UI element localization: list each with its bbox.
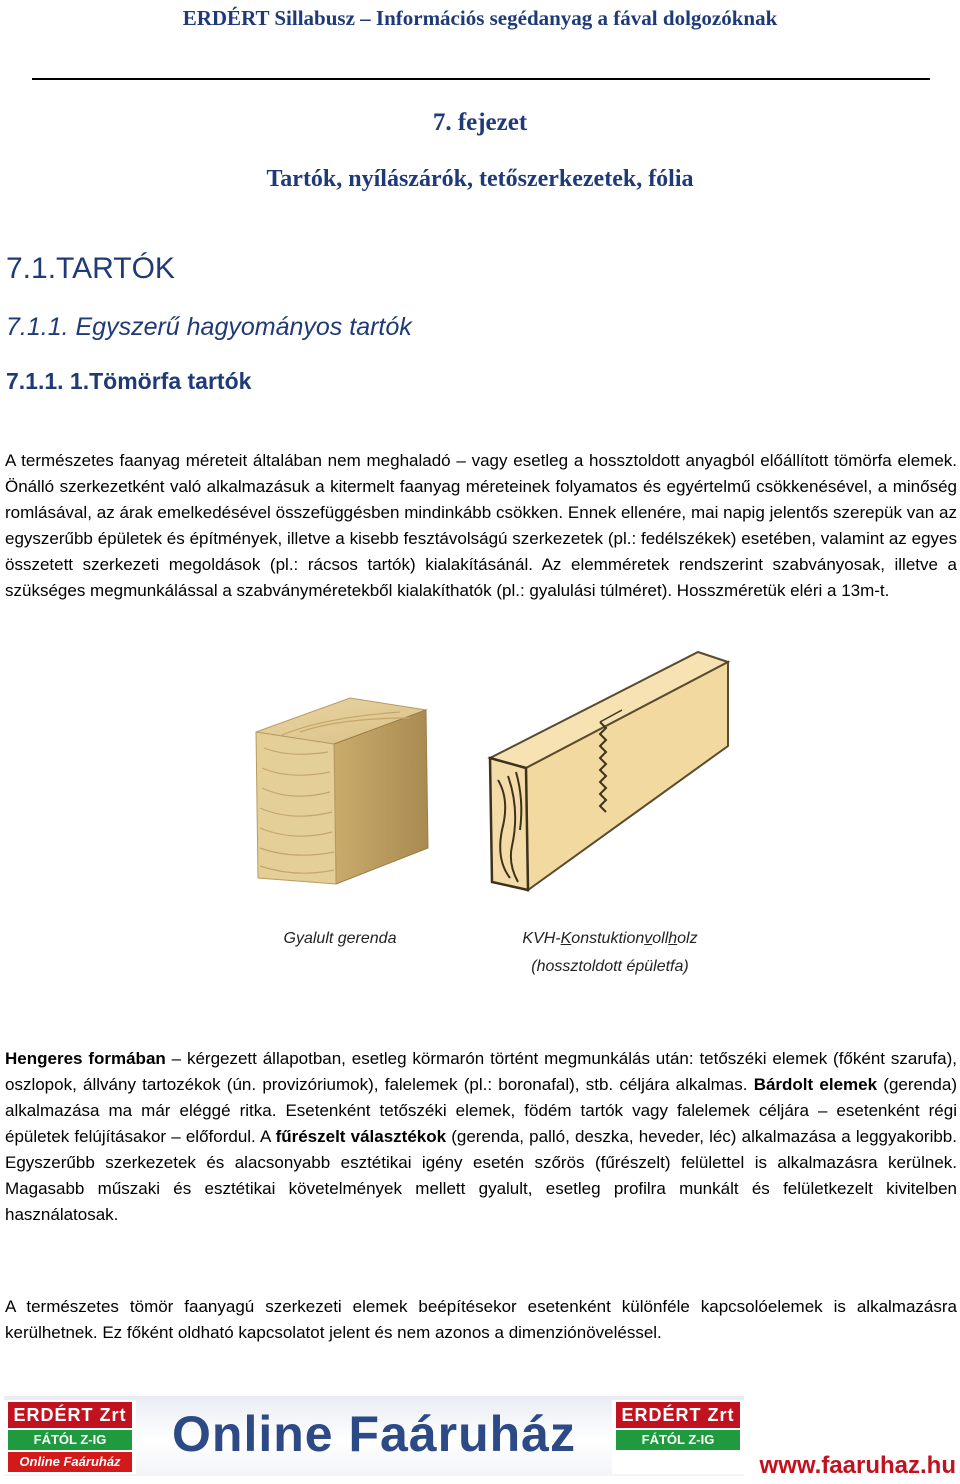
erdert-logo — [612, 1400, 744, 1474]
logo-brand-text: ERDÉRT Zrt — [616, 1402, 740, 1428]
header-divider — [32, 78, 930, 80]
section-heading: 7.1.TARTÓK — [6, 252, 175, 285]
caption-kvh-part: KVH- — [522, 930, 561, 947]
caption-kvh-underline: K — [560, 930, 572, 947]
caption-kvh-underline: v — [644, 930, 653, 947]
caption-kvh-part: olz — [677, 930, 698, 947]
planed-beam-image — [250, 688, 430, 888]
subsection-heading: 7.1.1. Egyszerű hagyományos tartók — [6, 313, 412, 341]
chapter-number: 7. fejezet — [432, 109, 528, 136]
caption-kvh-part: oll — [652, 930, 669, 947]
figure-caption-planed-beam: Gyalult gerenda — [283, 930, 397, 947]
caption-kvh-part: onstuktion — [571, 930, 645, 947]
paragraph-text: – kérgezett állapotban, esetleg körmarón történt megmunkálás után: tetőszéki elemek (főként szarufa), oszlopok, állvány tartozékok (ún. provizóriumok), falelemek (pl.: boronafal), stb. céljára alkalmas. — [5, 1049, 957, 1094]
logo-shop-text: Online Faáruház — [8, 1452, 132, 1472]
bold-term: Hengeres formában — [5, 1049, 166, 1068]
erdert-logo — [4, 1400, 136, 1474]
paragraph-text: (gerenda) alkalmazása ma már eléggé ritka. Esetenként tetőszéki elemek, födém tartók vagy falelemek céljára – esetenként régi épületek felújításakor – előfordul. A — [5, 1075, 957, 1146]
banner-title: Online Faáruház — [172, 1406, 576, 1462]
kvh-finger-jointed-timber-image — [480, 650, 740, 900]
footer-banner — [4, 1396, 744, 1476]
figure-caption-kvh — [480, 925, 740, 981]
closing-paragraph: A természetes tömör faanyagú szerkezeti elemek beépítésekor esetenként különféle kapcsolóelemek is alkalmazásra kerülhetnek. Ez főként oldható kapcsolatot jelent és nem azonos a dimenziónöveléssel. — [5, 1297, 957, 1342]
caption-kvh-subtitle: (hossztoldott épületfa) — [531, 958, 689, 975]
intro-paragraph: A természetes faanyag méreteit általában nem meghaladó – vagy esetleg a hossztoldott anyagból előállított tömörfa elemek. Önálló szerkezetként való alkalmazásuk a kitermelt faanyag méreteinek folyamatos és egyértelmű csökkenésével, a minőség romlásával, az árak emelkedésével összefüggésben mindinkább csökken. Ennek ellenére, mai napig jelentős szerepük van az egyszerűbb épületek és építmények, illetve a kisebb fesztávolságú szerkezetek (pl.: fedélszékek) esetében, valamint az egyes összetett szerkezeti megoldások (pl.: rácsos tartók) kialakításánál. Az elemméretek rendszerint szabványosak, illetve a szükséges megmunkálással a szabványméretekből kialakíthatók (pl.: gyalulási túlméret). Hosszméretük eléri a 13m-t. — [5, 451, 957, 600]
caption-kvh-underline: h — [668, 930, 678, 947]
logo-slogan-text: FÁTÓL Z-IG — [8, 1430, 132, 1450]
website-url-link[interactable]: www.faaruhaz.hu — [759, 1452, 956, 1479]
body-paragraph — [5, 1046, 957, 1228]
paragraph-text: (gerenda, palló, deszka, heveder, léc) alkalmazása a leggyakoribb. Egyszerűbb szerkezetek és alacsonyabb esztétikai igény esetén szőrös (fűrészelt) felülettel is alkalmazásra kerülnek. Magasabb műszaki és esztétikai követelmények mellett gyalult, esetleg profilra munkált és felületkezelt kivitelben használatosak. — [5, 1127, 957, 1224]
bold-term: fűrészelt választékok — [275, 1127, 447, 1146]
logo-slogan-text: FÁTÓL Z-IG — [616, 1430, 740, 1450]
logo-brand-text: ERDÉRT Zrt — [8, 1402, 132, 1428]
chapter-title: Tartók, nyílászárók, tetőszerkezetek, fólia — [266, 166, 694, 192]
document-header-title: ERDÉRT Sillabusz – Információs segédanyag a fával dolgozóknak — [182, 6, 778, 30]
bold-term: Bárdolt elemek — [753, 1075, 878, 1094]
subsubsection-heading: 7.1.1. 1.Tömörfa tartók — [6, 368, 252, 394]
